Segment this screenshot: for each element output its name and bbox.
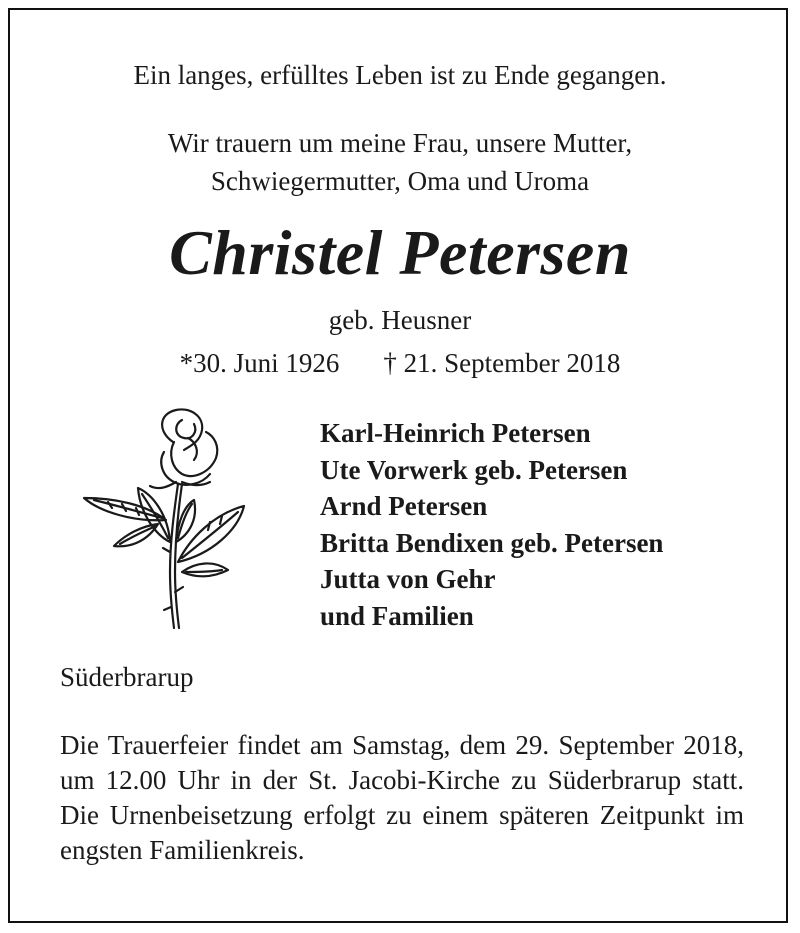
family-member: Karl-Heinrich Petersen: [320, 418, 591, 448]
mourning-line-1: Wir trauern um meine Frau, unsere Mutter,: [167, 128, 633, 158]
death-date: † 21. September 2018: [383, 348, 621, 378]
family-member: Arnd Petersen: [320, 491, 488, 521]
family-member: Jutta von Gehr: [320, 564, 496, 594]
place-name: Süderbrarup: [60, 662, 194, 692]
family-member: Britta Bendixen geb. Petersen: [320, 527, 664, 558]
mourning-line-2: Schwiegermutter, Oma und Uroma: [210, 166, 590, 196]
family-member: und Familien: [320, 600, 474, 631]
maiden-name: geb. Heusner: [328, 305, 472, 335]
funeral-notice: Die Trauerfeier findet am Samstag, dem 29. September 2018, um 12.00 Uhr in der St. Jacobi-Kirche zu Süderbrarup statt. Die Urnenbeisetzung erfolgt zu einem späteren Zeitpunkt im engsten Familienkreis.: [60, 730, 744, 865]
birth-date: *30. Juni 1926: [179, 348, 340, 378]
life-dates: [0, 348, 800, 379]
family-member: Ute Vorwerk geb. Petersen: [320, 454, 628, 485]
intro-line: Ein langes, erfülltes Leben ist zu Ende gegangen.: [133, 60, 667, 90]
mourning-text: [0, 124, 800, 200]
deceased-name: Christel Petersen: [169, 217, 631, 288]
family-list: [320, 415, 663, 634]
rose-icon: [78, 402, 248, 632]
